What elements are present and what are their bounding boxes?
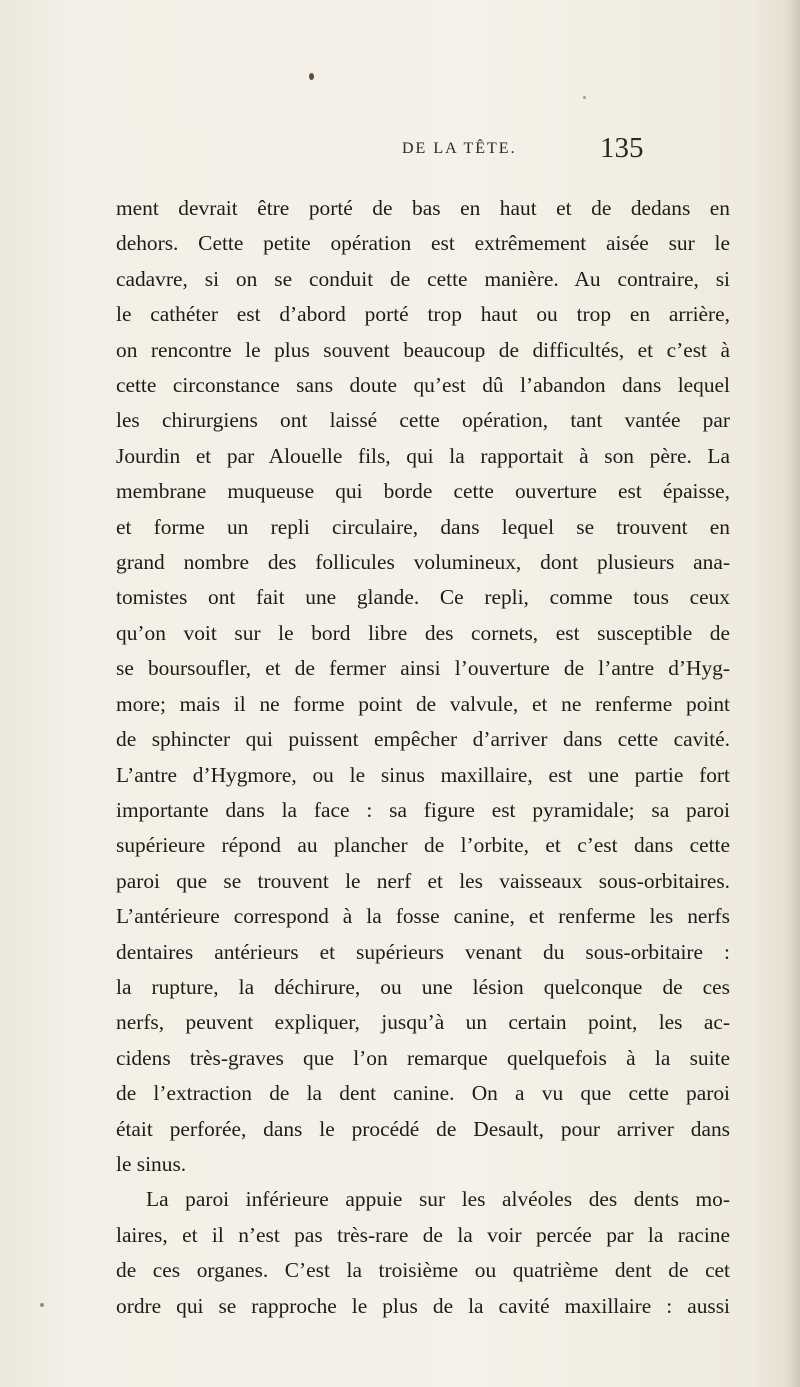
text-line: se boursoufler, et de fermer ainsi l’ouverture de l’antre d’Hyg-	[116, 656, 730, 681]
text-line: le cathéter est d’abord porté trop haut ou trop en arrière,	[116, 302, 730, 327]
text-line: le sinus.	[116, 1151, 187, 1176]
ink-spot	[583, 96, 586, 99]
page-edge-shadow	[786, 0, 800, 1387]
text-line: cadavre, si on se conduit de cette manière. Au contraire, si	[116, 266, 730, 291]
text-line: laires, et il n’est pas très-rare de la voir percée par la racine	[116, 1222, 730, 1247]
text-line: la rupture, la déchirure, ou une lésion quelconque de ces	[116, 974, 730, 999]
text-line: paroi que se trouvent le nerf et les vaisseaux sous-orbitaires.	[116, 868, 730, 893]
page-number: 135	[600, 132, 644, 164]
text-line: tomistes ont fait une glande. Ce repli, comme tous ceux	[116, 585, 730, 610]
body-text	[116, 191, 730, 1324]
text-line: dentaires antérieurs et supérieurs venant du sous-orbitaire :	[116, 939, 730, 964]
text-line: et forme un repli circulaire, dans lequel se trouvent en	[116, 514, 730, 539]
text-line: les chirurgiens ont laissé cette opération, tant vantée par	[116, 408, 730, 433]
text-line: cette circonstance sans doute qu’est dû l’abandon dans lequel	[116, 373, 730, 398]
text-line: était perforée, dans le procédé de Desault, pour arriver dans	[116, 1116, 730, 1141]
ink-spot	[40, 1303, 44, 1307]
text-line: dehors. Cette petite opération est extrêmement aisée sur le	[116, 231, 730, 256]
running-title: DE LA TÊTE.	[402, 140, 517, 157]
text-line: supérieure répond au plancher de l’orbite, et c’est dans cette	[116, 833, 730, 858]
text-line: ment devrait être porté de bas en haut et de dedans en	[116, 196, 730, 220]
text-line: Jourdin et par Alouelle fils, qui la rapportait à son père. La	[116, 443, 730, 468]
text-line: de ces organes. C’est la troisième ou quatrième dent de cet	[116, 1258, 730, 1283]
text-line: more; mais il ne forme point de valvule, et ne renferme point	[116, 691, 730, 716]
text-line: L’antre d’Hygmore, ou le sinus maxillaire, est une partie fort	[116, 762, 730, 787]
text-line: ordre qui se rapproche le plus de la cavité maxillaire : aussi	[116, 1293, 730, 1318]
page-header	[0, 132, 800, 172]
text-line: on rencontre le plus souvent beaucoup de difficultés, et c’est à	[116, 337, 730, 362]
text-line: importante dans la face : sa figure est pyramidale; sa paroi	[116, 797, 730, 822]
text-line: nerfs, peuvent expliquer, jusqu’à un certain point, les ac-	[116, 1010, 730, 1035]
text-line: cidens très-graves que l’on remarque quelquefois à la suite	[116, 1045, 730, 1070]
ink-spot	[309, 73, 314, 80]
text-line: grand nombre des follicules volumineux, dont plusieurs ana-	[116, 550, 730, 575]
text-line: membrane muqueuse qui borde cette ouverture est épaisse,	[116, 479, 730, 504]
text-line: de sphincter qui puissent empêcher d’arriver dans cette cavité.	[116, 727, 730, 752]
text-line: qu’on voit sur le bord libre des cornets, est susceptible de	[116, 620, 730, 645]
text-line: de l’extraction de la dent canine. On a vu que cette paroi	[116, 1081, 730, 1106]
text-line: L’antérieure correspond à la fosse canine, et renferme les nerfs	[116, 904, 730, 929]
text-line: La paroi inférieure appuie sur les alvéoles des dents mo-	[146, 1187, 730, 1212]
